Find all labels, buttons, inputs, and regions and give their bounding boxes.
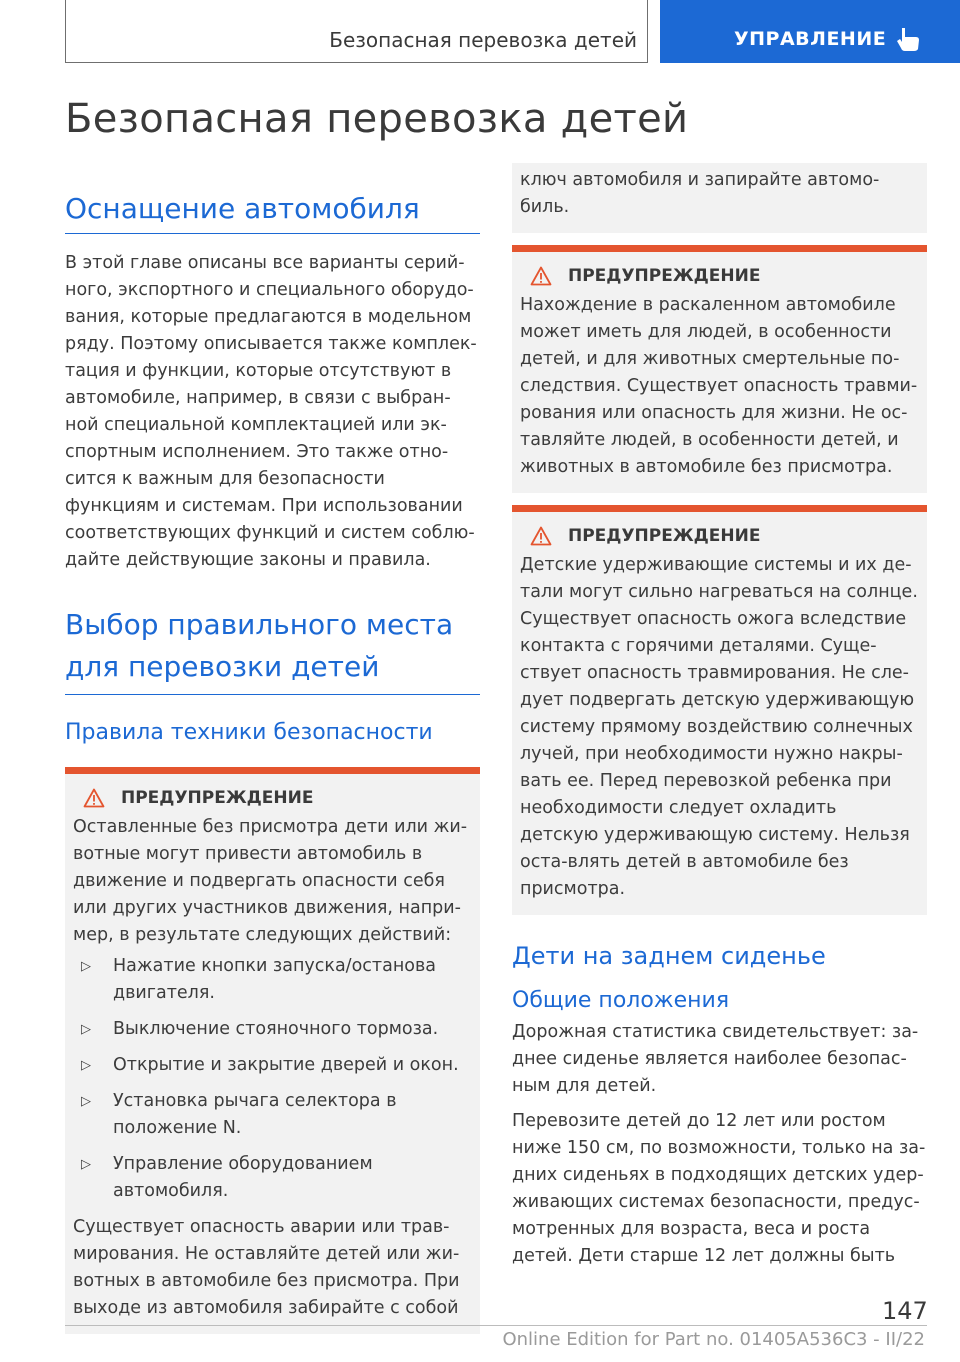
heading-equipment: Оснащение автомобиля <box>65 188 480 234</box>
warning-text: Детские удерживающие системы и их де-тали могут сильно нагреваться на солнце. Существует опасность ожога вследствие контакта с горячими деталями. Суще-ствует опасность травмирования. Не сле-дует подвергать детскую удерживающую систему прямому воздействию солнечных лучей, при необходимости нужно накры-вать ее. Перед перевозкой ребенка при необходимости следует охладить детскую удерживающую систему. Нельзя оста-влять детей в автомобиле без присмотра. <box>520 555 918 899</box>
warning-triangle-icon <box>530 526 552 546</box>
warning-header <box>520 526 919 546</box>
bullet-triangle-icon: ▷ <box>81 1022 91 1037</box>
hand-pointer-icon <box>896 26 920 52</box>
list-item: ▷ Выключение стояночного тормоза. <box>73 1016 472 1043</box>
header-section-title: Безопасная перевозка детей <box>329 28 637 52</box>
right-column <box>512 163 927 1270</box>
warning-label: ПРЕДУПРЕЖДЕНИЕ <box>121 788 314 808</box>
header-chapter-tab[interactable] <box>660 0 960 63</box>
list-item: ▷ Установка рычага селектора в положение N. <box>73 1088 472 1142</box>
page-title: Безопасная перевозка детей <box>65 96 689 142</box>
header-chapter-label: УПРАВЛЕНИЕ <box>734 28 887 50</box>
heading-general: Общие положения <box>512 988 730 1013</box>
heading-choose-place: Выбор правильного места для перевозки детей <box>65 604 480 695</box>
warning-continued-text: ключ автомобиля и запирайте автомо-биль. <box>520 170 880 217</box>
left-column <box>65 188 480 1334</box>
bullet-triangle-icon: ▷ <box>81 1094 91 1109</box>
heading-safety-rules: Правила техники безопасности <box>65 720 433 745</box>
warning-header <box>520 266 919 286</box>
warning-header <box>73 788 472 808</box>
warning-triangle-icon <box>83 788 105 808</box>
warning-box-hot-vehicle <box>512 245 927 493</box>
warning-box-hot-seat <box>512 505 927 915</box>
warning-label: ПРЕДУПРЕЖДЕНИЕ <box>568 266 761 286</box>
paragraph-statistics: Дорожная статистика свидетельствует: за-днее сиденье является наиболее безопас-ным для детей. <box>512 1022 919 1096</box>
warning-box-continued <box>512 163 927 233</box>
warning-action-list <box>73 953 472 1205</box>
list-item: ▷ Нажатие кнопки запуска/останова двигателя. <box>73 953 472 1007</box>
header-section-box <box>65 0 648 63</box>
warning-label: ПРЕДУПРЕЖДЕНИЕ <box>568 526 761 546</box>
footer-divider <box>65 1325 927 1326</box>
list-item: ▷ Управление оборудованием автомобиля. <box>73 1151 472 1205</box>
list-item: ▷ Открытие и закрытие дверей и окон. <box>73 1052 472 1079</box>
bullet-triangle-icon: ▷ <box>81 959 91 974</box>
warning-text-after: Существует опасность аварии или трав-мирования. Не оставляйте детей или жи-вотных в автомобиле без присмотра. При выходе из автомобиля забирайте с собой <box>73 1217 460 1318</box>
heading-rear-seat: Дети на заднем сиденье <box>512 942 826 970</box>
paragraph-transport-children: Перевозите детей до 12 лет или ростом ниже 150 см, по возможности, только на за-дних сиденьях в подходящих детских удер-живающих системах безопасности, предус-мотренных для возраста, веса и роста детей. Дети старше 12 лет должны быть <box>512 1111 926 1266</box>
warning-box-unattended <box>65 767 480 1334</box>
footer-edition: Online Edition for Part no. 01405A536C3 - II/22 <box>502 1329 925 1350</box>
warning-text: Нахождение в раскаленном автомобиле может иметь для людей, в особенности детей, и для животных смертельные по-следствия. Существует опасность травми-рования или опасность для жизни. Не ос-тавляйте людей, в особенности детей, и животных в автомобиле без присмотра. <box>520 295 918 477</box>
bullet-triangle-icon: ▷ <box>81 1157 91 1172</box>
warning-text: Оставленные без присмотра дети или жи-вотные могут привести автомобиль в движение и подвергать опасности себя или других участников движения, напри-мер, в результате следующих действий: <box>73 817 468 945</box>
paragraph-equipment: В этой главе описаны все варианты серий-ного, экспортного и специального оборудо-вания, которые предлагаются в модельном ряду. Поэтому описывается также комплек-тация и функции, которые отсутствуют в автомобиле, например, в связи с выбран-ной специальной комплектацией или эк-спортным исполнением. Это также отно-сится к важным для безопасности функциям и системам. При использовании соответствующих функций и систем соблю-дайте действующие законы и правила. <box>65 253 477 570</box>
page-number: 147 <box>882 1297 928 1325</box>
bullet-triangle-icon: ▷ <box>81 1058 91 1073</box>
warning-triangle-icon <box>530 266 552 286</box>
